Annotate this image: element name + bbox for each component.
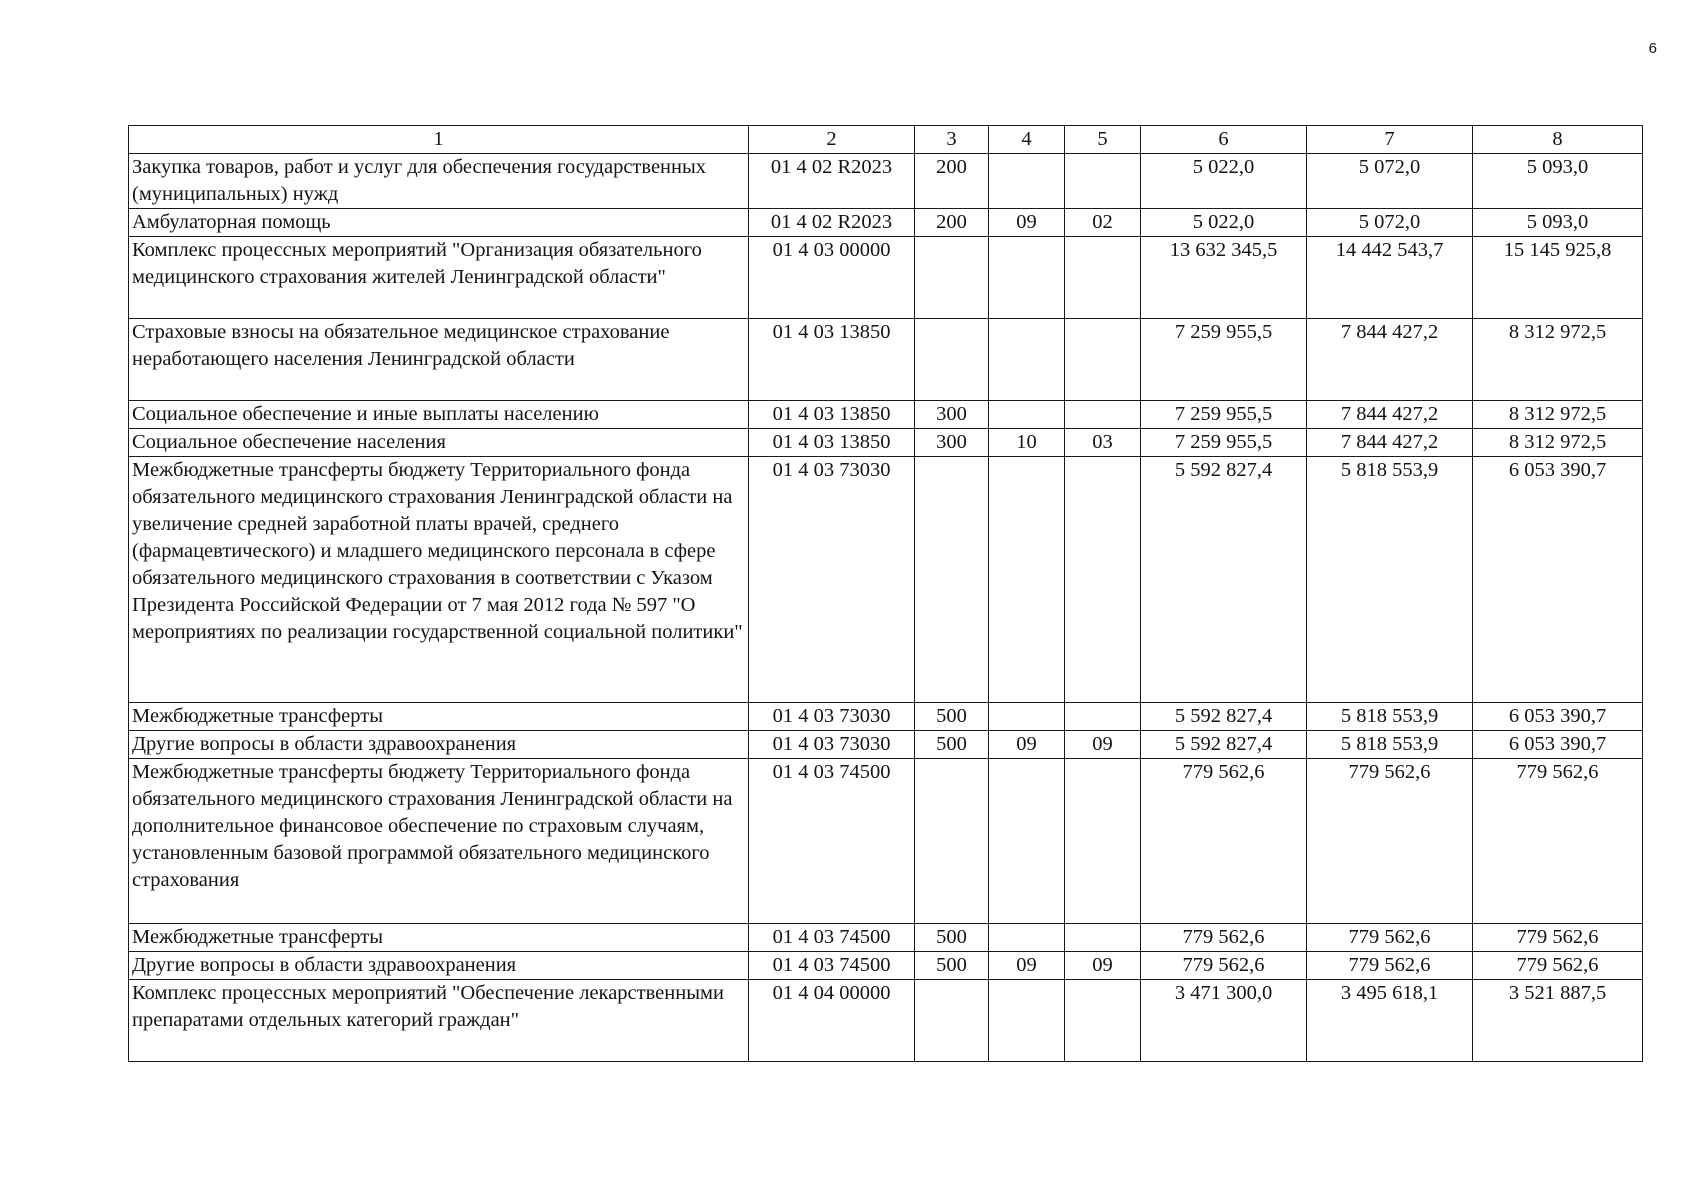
row-amount-7: 779 562,6 [1307,759,1473,924]
row-col5 [1065,319,1141,401]
row-code: 01 4 03 74500 [749,952,915,980]
row-name: Амбулаторная помощь [129,209,749,237]
row-col4 [989,703,1065,731]
row-amount-6: 5 592 827,4 [1141,731,1307,759]
row-amount-6: 7 259 955,5 [1141,319,1307,401]
row-code: 01 4 03 13850 [749,401,915,429]
column-number-5: 5 [1065,126,1141,154]
row-amount-7: 3 495 618,1 [1307,980,1473,1062]
row-col3: 300 [915,429,989,457]
row-col4 [989,401,1065,429]
row-col4 [989,457,1065,703]
row-amount-7: 5 072,0 [1307,154,1473,209]
row-name: Социальное обеспечение и иные выплаты населению [129,401,749,429]
row-col3 [915,759,989,924]
row-code: 01 4 02 R2023 [749,154,915,209]
row-amount-6: 5 022,0 [1141,154,1307,209]
table-row [129,319,1643,401]
row-col5 [1065,980,1141,1062]
row-name: Закупка товаров, работ и услуг для обеспечения государственных (муниципальных) нужд [129,154,749,209]
row-col4: 09 [989,209,1065,237]
row-amount-7: 7 844 427,2 [1307,401,1473,429]
row-name: Другие вопросы в области здравоохранения [129,731,749,759]
row-amount-8: 6 053 390,7 [1473,731,1643,759]
row-name: Межбюджетные трансферты бюджету Территориального фонда обязательного медицинского страхования Ленинградской области на увеличение средней заработной платы врачей, среднего (фармацевтического) и младшего медицинского персонала в сфере обязательного медицинского страхования в соответствии с Указом Президента Российской Федерации от 7 мая 2012 года № 597 "О мероприятиях по реализации государственной социальной политики" [129,457,749,703]
table-row [129,759,1643,924]
row-col3 [915,980,989,1062]
table-row [129,401,1643,429]
row-col5: 09 [1065,731,1141,759]
column-number-7: 7 [1307,126,1473,154]
row-col5 [1065,401,1141,429]
row-col4 [989,980,1065,1062]
row-col5 [1065,457,1141,703]
row-code: 01 4 03 73030 [749,731,915,759]
row-col4: 09 [989,952,1065,980]
row-amount-8: 779 562,6 [1473,759,1643,924]
row-col3: 300 [915,401,989,429]
row-code: 01 4 03 74500 [749,759,915,924]
row-amount-7: 7 844 427,2 [1307,429,1473,457]
row-amount-6: 7 259 955,5 [1141,429,1307,457]
page-number: 6 [1648,40,1657,57]
row-col3: 200 [915,154,989,209]
row-amount-8: 6 053 390,7 [1473,457,1643,703]
row-amount-6: 13 632 345,5 [1141,237,1307,319]
row-amount-6: 5 592 827,4 [1141,703,1307,731]
column-number-8: 8 [1473,126,1643,154]
row-amount-8: 3 521 887,5 [1473,980,1643,1062]
row-col4 [989,924,1065,952]
row-amount-6: 779 562,6 [1141,924,1307,952]
table-row [129,980,1643,1062]
row-name: Комплекс процессных мероприятий "Организация обязательного медицинского страхования жителей Ленинградской области" [129,237,749,319]
table-row [129,924,1643,952]
row-name: Страховые взносы на обязательное медицинское страхование неработающего населения Ленинградской области [129,319,749,401]
column-number-2: 2 [749,126,915,154]
row-amount-8: 5 093,0 [1473,154,1643,209]
row-col3: 500 [915,731,989,759]
row-amount-6: 779 562,6 [1141,952,1307,980]
row-col3 [915,457,989,703]
row-amount-7: 5 818 553,9 [1307,731,1473,759]
table-row [129,237,1643,319]
row-col4: 09 [989,731,1065,759]
row-col4 [989,759,1065,924]
row-amount-8: 5 093,0 [1473,209,1643,237]
row-amount-6: 7 259 955,5 [1141,401,1307,429]
row-code: 01 4 03 74500 [749,924,915,952]
table-row [129,154,1643,209]
row-amount-7: 5 818 553,9 [1307,703,1473,731]
column-number-6: 6 [1141,126,1307,154]
table-row [129,952,1643,980]
row-amount-6: 3 471 300,0 [1141,980,1307,1062]
row-col4 [989,154,1065,209]
row-col3: 500 [915,924,989,952]
row-amount-7: 779 562,6 [1307,952,1473,980]
row-col5 [1065,703,1141,731]
row-code: 01 4 03 73030 [749,457,915,703]
row-amount-7: 5 818 553,9 [1307,457,1473,703]
row-amount-8: 779 562,6 [1473,924,1643,952]
row-amount-8: 6 053 390,7 [1473,703,1643,731]
row-code: 01 4 04 00000 [749,980,915,1062]
table-row [129,429,1643,457]
table-header-row [129,126,1643,154]
row-amount-6: 779 562,6 [1141,759,1307,924]
row-col4 [989,237,1065,319]
row-amount-7: 779 562,6 [1307,924,1473,952]
column-number-3: 3 [915,126,989,154]
row-col5 [1065,154,1141,209]
row-name: Комплекс процессных мероприятий "Обеспечение лекарственными препаратами отдельных категорий граждан" [129,980,749,1062]
table-row [129,731,1643,759]
row-col3: 200 [915,209,989,237]
row-col3: 500 [915,952,989,980]
row-amount-8: 8 312 972,5 [1473,401,1643,429]
row-code: 01 4 03 13850 [749,429,915,457]
row-name: Межбюджетные трансферты [129,924,749,952]
row-name: Межбюджетные трансферты [129,703,749,731]
row-name: Межбюджетные трансферты бюджету Территориального фонда обязательного медицинского страхования Ленинградской области на дополнительное финансовое обеспечение по страховым случаям, установленным базовой программой обязательного медицинского страхования [129,759,749,924]
row-col5 [1065,924,1141,952]
row-amount-8: 15 145 925,8 [1473,237,1643,319]
row-name: Другие вопросы в области здравоохранения [129,952,749,980]
row-col3: 500 [915,703,989,731]
column-number-1: 1 [129,126,749,154]
row-code: 01 4 02 R2023 [749,209,915,237]
row-col5 [1065,237,1141,319]
row-amount-6: 5 022,0 [1141,209,1307,237]
row-amount-7: 7 844 427,2 [1307,319,1473,401]
row-amount-8: 779 562,6 [1473,952,1643,980]
row-col4 [989,319,1065,401]
column-number-4: 4 [989,126,1065,154]
table-row [129,457,1643,703]
row-col5: 03 [1065,429,1141,457]
row-col3 [915,319,989,401]
row-amount-8: 8 312 972,5 [1473,429,1643,457]
row-amount-7: 14 442 543,7 [1307,237,1473,319]
row-col5 [1065,759,1141,924]
table-row [129,703,1643,731]
budget-table [128,125,1643,1062]
row-amount-8: 8 312 972,5 [1473,319,1643,401]
table-row [129,209,1643,237]
row-col5: 09 [1065,952,1141,980]
row-code: 01 4 03 00000 [749,237,915,319]
row-amount-7: 5 072,0 [1307,209,1473,237]
row-code: 01 4 03 73030 [749,703,915,731]
row-col4: 10 [989,429,1065,457]
row-col5: 02 [1065,209,1141,237]
row-name: Социальное обеспечение населения [129,429,749,457]
row-code: 01 4 03 13850 [749,319,915,401]
row-amount-6: 5 592 827,4 [1141,457,1307,703]
row-col3 [915,237,989,319]
